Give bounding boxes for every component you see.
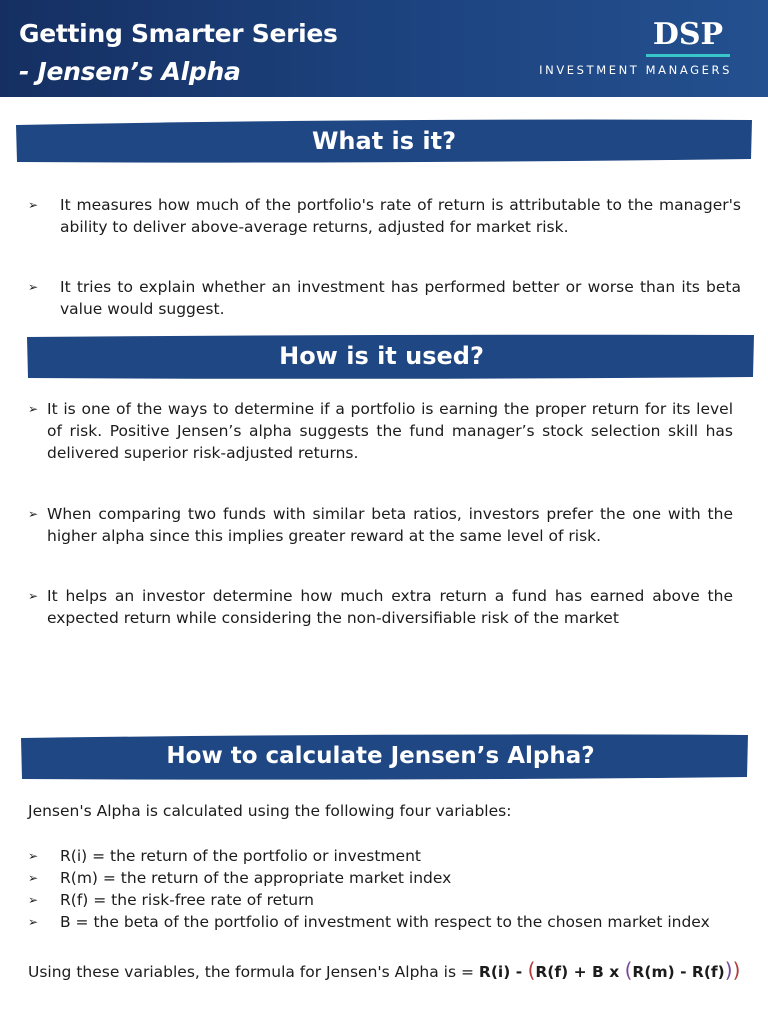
list-item: ➢ It is one of the ways to determine if a portfolio is earning the proper return for its level of risk. Positive Jensen’s alpha suggests the fund manager’s stock selection skill has delivered superior risk-adjusted returns.: [28, 400, 733, 462]
logo-accent-bar: [646, 54, 730, 57]
section-banner-calculate: [21, 732, 748, 781]
section-heading-how-used: How is it used?: [279, 342, 484, 370]
arrow-bullet-icon: ➢: [28, 871, 39, 885]
formula-open-paren-inner: (: [624, 958, 633, 982]
section-banner-what: [16, 118, 752, 164]
list-item: ➢ It measures how much of the portfolio's rate of return is attributable to the manager's ability to deliver above-average returns, adjusted for market risk.: [28, 196, 741, 236]
arrow-bullet-icon: ➢: [28, 402, 39, 416]
list-item: ➢ B = the beta of the portfolio of investment with respect to the chosen market index: [28, 913, 710, 931]
list-item: ➢ R(i) = the return of the portfolio or investment: [28, 847, 421, 865]
formula-ri: R(i) -: [478, 963, 528, 981]
arrow-bullet-icon: ➢: [28, 915, 39, 929]
formula-close-paren-outer: ): [732, 958, 741, 982]
what-bullet-list: [28, 194, 741, 320]
list-item: ➢ R(m) = the return of the appropriate market index: [28, 869, 452, 887]
list-item: ➢ It tries to explain whether an investment has performed better or worse than its beta value would suggest.: [28, 278, 741, 318]
logo-tagline: INVESTMENT MANAGERS: [539, 63, 732, 77]
list-item: ➢ R(f) = the risk-free rate of return: [28, 891, 315, 909]
formula-rm-rf: R(m) - R(f): [632, 963, 725, 981]
formula-intro: Using these variables, the formula for Jensen's Alpha is =: [28, 963, 479, 981]
list-item: ➢ When comparing two funds with similar beta ratios, investors prefer the one with the higher alpha since this implies greater reward at the same level of risk.: [28, 505, 733, 545]
formula-line: [28, 958, 740, 984]
section-heading-calculate: How to calculate Jensen’s Alpha?: [166, 743, 595, 769]
arrow-bullet-icon: ➢: [28, 280, 39, 294]
formula-rf-beta: R(f) + B x: [535, 963, 625, 981]
formula-open-paren-outer: (: [527, 958, 536, 982]
section-heading-what: What is it?: [311, 127, 457, 155]
formula-close-paren-inner: ): [724, 958, 733, 982]
arrow-bullet-icon: ➢: [28, 507, 39, 521]
how-used-bullet-list: [28, 398, 733, 629]
series-title: Getting Smarter Series: [19, 19, 338, 48]
topic-subtitle: - Jensen’s Alpha: [19, 57, 241, 86]
variables-list: [28, 845, 748, 933]
dsp-logo: DSP: [652, 17, 724, 52]
section-banner-how-used: [27, 333, 754, 380]
arrow-bullet-icon: ➢: [28, 589, 39, 603]
variables-intro: Jensen's Alpha is calculated using the following four variables:: [28, 802, 512, 820]
list-item: ➢ It helps an investor determine how much extra return a fund has earned above the expected return while considering the non-diversifiable risk of the market: [28, 587, 733, 627]
arrow-bullet-icon: ➢: [28, 849, 39, 863]
arrow-bullet-icon: ➢: [28, 893, 39, 907]
page-header: [0, 0, 768, 97]
arrow-bullet-icon: ➢: [28, 198, 39, 212]
